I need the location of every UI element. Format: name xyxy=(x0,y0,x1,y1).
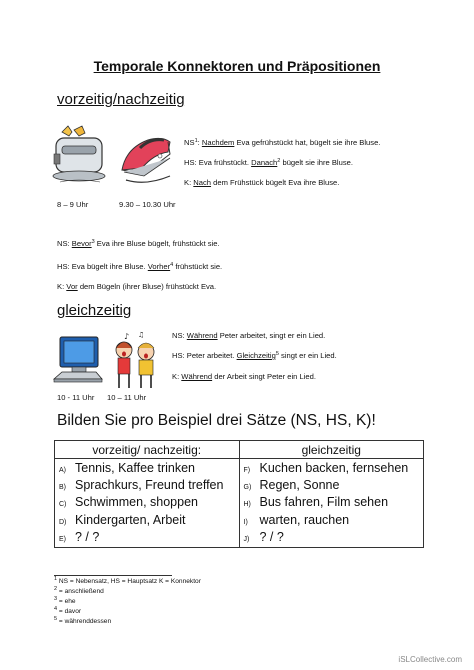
list-item: A) Tennis, Kaffee trinken xyxy=(59,461,195,475)
example3-k: K: Während der Arbeit singt Peter ein Lied. xyxy=(172,372,316,381)
footnote-2: $^2$ = anschließend xyxy=(54,586,104,595)
iron-icon xyxy=(116,126,178,188)
list-item: G) Regen, Sonne xyxy=(243,478,340,493)
svg-text:♫: ♫ xyxy=(138,331,145,339)
list-item: D) Kindergarten, Arbeit xyxy=(59,512,186,527)
table-header-gleichzeitig: gleichzeitig xyxy=(239,441,424,459)
time-breakfast: 8 – 9 Uhr xyxy=(57,200,89,209)
example1-ns: $NS^1$: Nachdem Eva gefrühstückt hat, bügelt sie ihre Bluse. xyxy=(184,138,381,147)
section-heading-gleichzeitig: gleichzeitig xyxy=(57,302,132,319)
list-item: F) Kuchen backen, fernsehen xyxy=(243,461,409,475)
computer-icon xyxy=(52,335,104,385)
singing-children-icon xyxy=(108,330,164,392)
list-item: I) warten, rauchen xyxy=(243,512,350,527)
time-ironing: 9.30 – 10.30 Uhr xyxy=(119,200,176,209)
example3-ns: NS: Während Peter arbeitet, singt er ein Lied. xyxy=(172,331,326,340)
list-item: B) Sprachkurs, Freund treffen xyxy=(59,478,224,493)
time-singing: 10 – 11 Uhr xyxy=(107,393,147,402)
footnote-3: $^3$ = ehe xyxy=(54,596,76,605)
footnote-5: $^5$ = währenddessen xyxy=(54,616,112,625)
watermark: iSLCollective.com xyxy=(398,655,462,664)
list-item: J) ? / ? xyxy=(243,529,284,544)
exercise-table xyxy=(54,440,424,548)
svg-text:♪: ♪ xyxy=(124,332,130,341)
table-col-right xyxy=(239,459,424,548)
example2-hs: HS: Eva bügelt ihre Bluse. Vorher$^4$ frühstückt sie. xyxy=(57,262,223,271)
table-header-vorzeitig: vorzeitig/ nachzeitig: xyxy=(55,441,240,459)
footnote-1: $^1$ NS = Nebensatz, HS = Hauptsatz K = Konnektor xyxy=(54,576,201,585)
toaster-icon xyxy=(52,124,110,186)
task-instruction: Bilden Sie pro Beispiel drei Sätze (NS, HS, K)! xyxy=(57,412,376,429)
footnote-4: $^4$ = davor xyxy=(54,606,82,615)
example2-k: K: Vor dem Bügeln (ihrer Bluse) frühstückt Eva. xyxy=(57,282,217,291)
list-item: H) Bus fahren, Film sehen xyxy=(243,495,389,510)
time-work: 10 - 11 Uhr xyxy=(57,393,95,402)
section-heading-vorzeitig: vorzeitig/nachzeitig xyxy=(57,91,185,108)
list-item: E) ? / ? xyxy=(59,529,100,544)
table-col-left xyxy=(55,459,240,548)
example3-hs: HS: Peter arbeitet. Gleichzeitig$^5$ singt er ein Lied. xyxy=(172,351,337,360)
example1-hs: HS: Eva frühstückt. Danach$^2$ bügelt sie ihre Bluse. xyxy=(184,158,353,167)
list-item: C) Schwimmen, shoppen xyxy=(59,495,198,510)
page-title: Temporale Konnektoren und Präpositionen xyxy=(93,58,381,74)
example1-k: K: Nach dem Frühstück bügelt Eva ihre Bluse. xyxy=(184,178,340,187)
footnote-divider xyxy=(54,575,172,576)
example2-ns: NS: Bevor$^3$ Eva ihre Bluse bügelt, frühstückt sie. xyxy=(57,239,220,248)
